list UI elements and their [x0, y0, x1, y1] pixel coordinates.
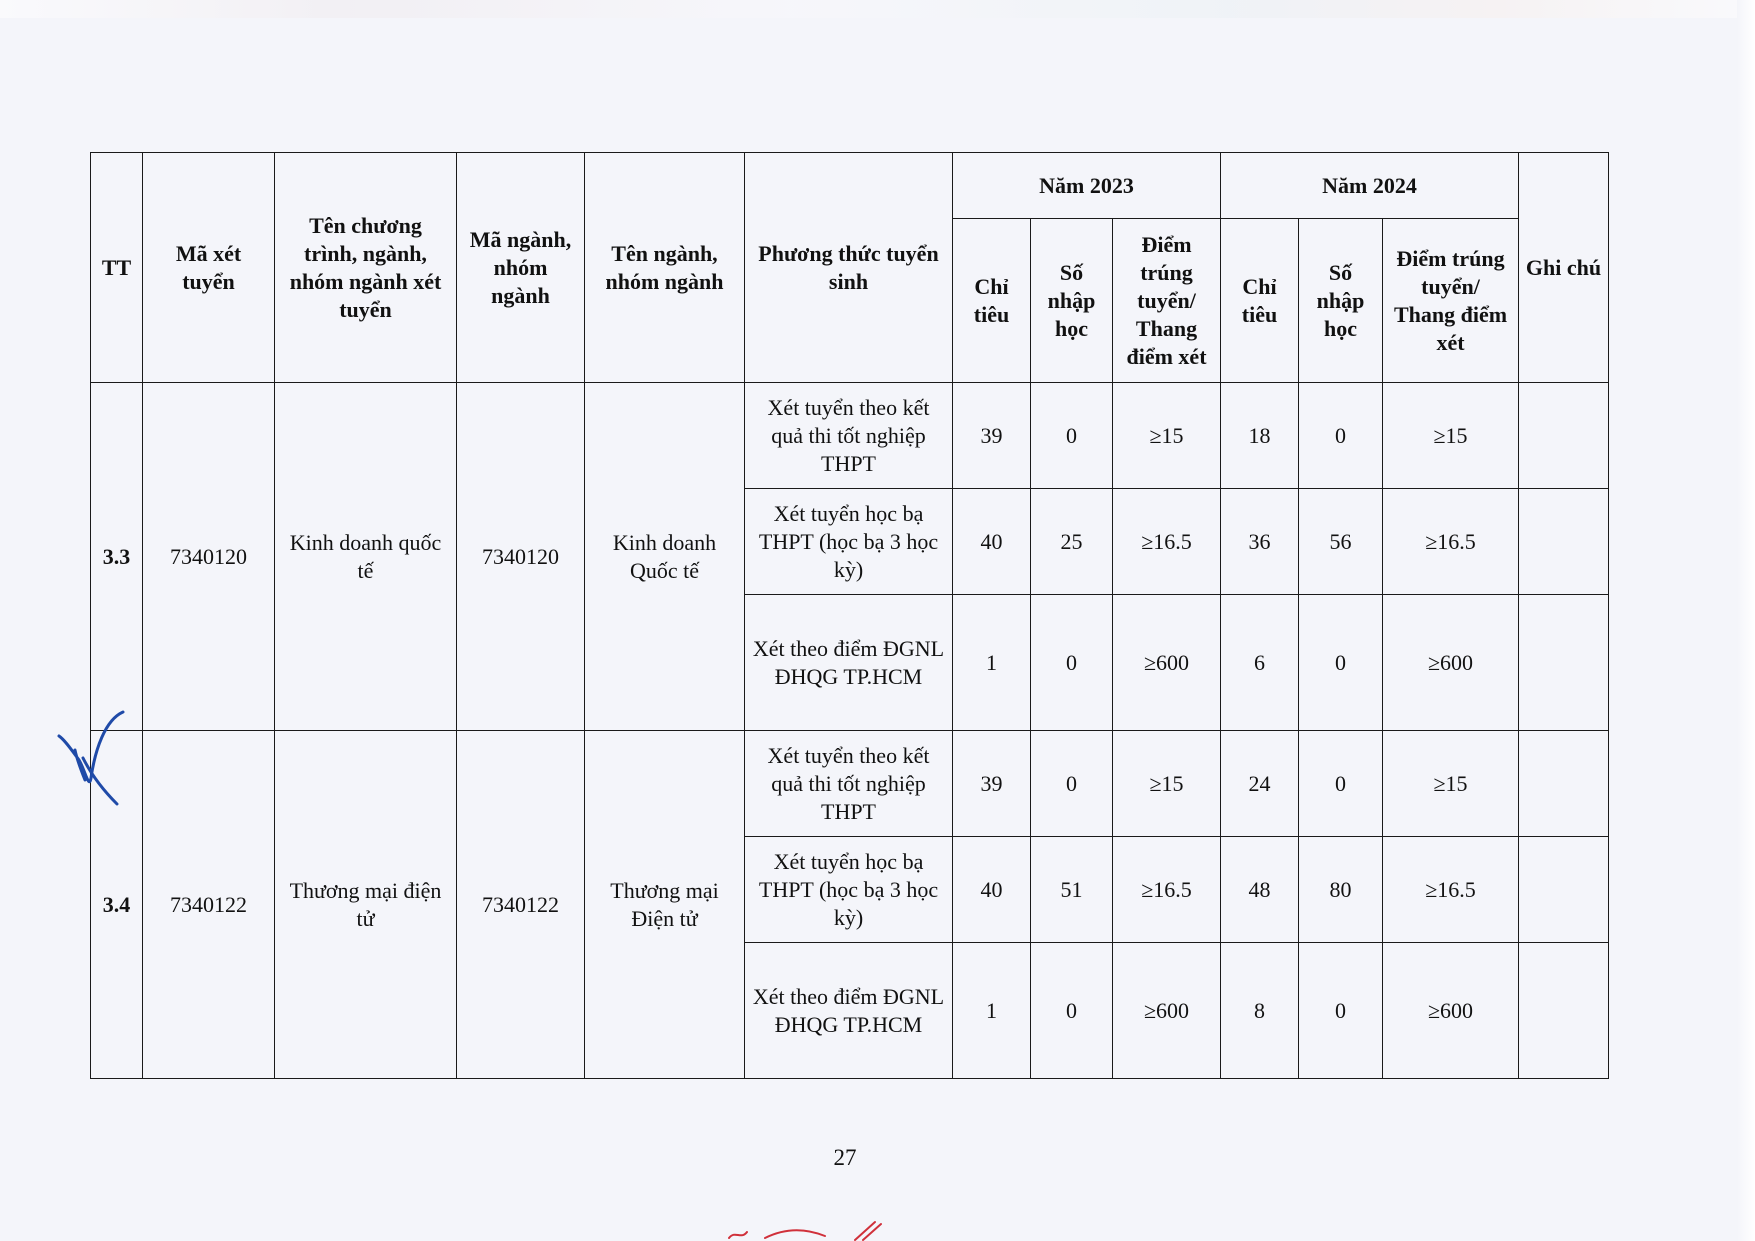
cell-chi-tieu-2024: 24 — [1221, 731, 1299, 837]
cell-so-nhap-hoc-2023: 25 — [1031, 489, 1113, 595]
cell-so-nhap-hoc-2023: 0 — [1031, 943, 1113, 1079]
cell-so-nhap-hoc-2023: 0 — [1031, 731, 1113, 837]
header-so-nhap-hoc-2023: Số nhập học — [1031, 219, 1113, 383]
cell-method: Xét tuyển theo kết quả thi tốt nghiệp THPT — [745, 383, 953, 489]
cell-tt: 3.4 — [91, 731, 143, 1079]
cell-chi-tieu-2023: 39 — [953, 731, 1031, 837]
cell-ghi-chu — [1519, 489, 1609, 595]
cell-ten-nganh: Thương mại Điện tử — [585, 731, 745, 1079]
header-tt: TT — [91, 153, 143, 383]
cell-ghi-chu — [1519, 595, 1609, 731]
cell-diem-2023: ≥16.5 — [1113, 837, 1221, 943]
cell-chi-tieu-2023: 39 — [953, 383, 1031, 489]
cell-ghi-chu — [1519, 731, 1609, 837]
header-diem-2024: Điểm trúng tuyển/ Thang điểm xét — [1383, 219, 1519, 383]
cell-ghi-chu — [1519, 943, 1609, 1079]
cell-ma-xet-tuyen: 7340122 — [143, 731, 275, 1079]
cell-method: Xét theo điểm ĐGNL ĐHQG TP.HCM — [745, 943, 953, 1079]
table-row — [91, 731, 1609, 837]
cell-diem-2023: ≥600 — [1113, 943, 1221, 1079]
cell-ma-nganh: 7340120 — [457, 383, 585, 731]
cell-diem-2024: ≥16.5 — [1383, 837, 1519, 943]
cell-so-nhap-hoc-2024: 80 — [1299, 837, 1383, 943]
cell-ten-chuong-trinh: Kinh doanh quốc tế — [275, 383, 457, 731]
cell-diem-2024: ≥16.5 — [1383, 489, 1519, 595]
cell-ghi-chu — [1519, 383, 1609, 489]
header-nam-2023: Năm 2023 — [953, 153, 1221, 219]
cell-ten-chuong-trinh: Thương mại điện tử — [275, 731, 457, 1079]
cell-diem-2024: ≥600 — [1383, 943, 1519, 1079]
header-chi-tieu-2024: Chỉ tiêu — [1221, 219, 1299, 383]
cell-chi-tieu-2024: 8 — [1221, 943, 1299, 1079]
cell-chi-tieu-2024: 48 — [1221, 837, 1299, 943]
signature-mark — [55, 700, 135, 810]
cell-ma-nganh: 7340122 — [457, 731, 585, 1079]
cell-method: Xét tuyển học bạ THPT (học bạ 3 học kỳ) — [745, 489, 953, 595]
cell-so-nhap-hoc-2023: 0 — [1031, 383, 1113, 489]
stamp-fragment — [725, 1218, 895, 1241]
cell-so-nhap-hoc-2024: 56 — [1299, 489, 1383, 595]
cell-so-nhap-hoc-2023: 51 — [1031, 837, 1113, 943]
header-ten-nganh: Tên ngành, nhóm ngành — [585, 153, 745, 383]
table-row — [91, 383, 1609, 489]
header-ghi-chu: Ghi chú — [1519, 153, 1609, 383]
cell-so-nhap-hoc-2023: 0 — [1031, 595, 1113, 731]
cell-chi-tieu-2024: 6 — [1221, 595, 1299, 731]
table-body — [91, 383, 1609, 1079]
cell-diem-2024: ≥15 — [1383, 731, 1519, 837]
cell-diem-2023: ≥600 — [1113, 595, 1221, 731]
cell-ma-xet-tuyen: 7340120 — [143, 383, 275, 731]
table-header — [91, 153, 1609, 383]
header-chi-tieu-2023: Chỉ tiêu — [953, 219, 1031, 383]
cell-diem-2023: ≥16.5 — [1113, 489, 1221, 595]
admission-table — [90, 152, 1609, 1079]
header-nam-2024: Năm 2024 — [1221, 153, 1519, 219]
page-number: 27 — [833, 1145, 857, 1170]
header-diem-2023: Điểm trúng tuyển/ Thang điểm xét — [1113, 219, 1221, 383]
cell-chi-tieu-2024: 36 — [1221, 489, 1299, 595]
cell-chi-tieu-2023: 1 — [953, 943, 1031, 1079]
header-phuong-thuc: Phương thức tuyển sinh — [745, 153, 953, 383]
cell-method: Xét tuyển theo kết quả thi tốt nghiệp THPT — [745, 731, 953, 837]
cell-diem-2024: ≥15 — [1383, 383, 1519, 489]
cell-chi-tieu-2023: 40 — [953, 837, 1031, 943]
cell-chi-tieu-2023: 40 — [953, 489, 1031, 595]
scan-right-edge — [1737, 0, 1755, 1241]
cell-method: Xét theo điểm ĐGNL ĐHQG TP.HCM — [745, 595, 953, 731]
header-ma-nganh: Mã ngành, nhóm ngành — [457, 153, 585, 383]
cell-so-nhap-hoc-2024: 0 — [1299, 595, 1383, 731]
cell-so-nhap-hoc-2024: 0 — [1299, 943, 1383, 1079]
scan-top-strip — [0, 0, 1755, 18]
cell-ten-nganh: Kinh doanh Quốc tế — [585, 383, 745, 731]
cell-method: Xét tuyển học bạ THPT (học bạ 3 học kỳ) — [745, 837, 953, 943]
cell-tt: 3.3 — [91, 383, 143, 731]
header-ten-chuong-trinh: Tên chương trình, ngành, nhóm ngành xét tuyển — [275, 153, 457, 383]
cell-ghi-chu — [1519, 837, 1609, 943]
cell-so-nhap-hoc-2024: 0 — [1299, 383, 1383, 489]
cell-so-nhap-hoc-2024: 0 — [1299, 731, 1383, 837]
cell-diem-2024: ≥600 — [1383, 595, 1519, 731]
cell-diem-2023: ≥15 — [1113, 731, 1221, 837]
header-ma-xet-tuyen: Mã xét tuyển — [143, 153, 275, 383]
cell-diem-2023: ≥15 — [1113, 383, 1221, 489]
header-so-nhap-hoc-2024: Số nhập học — [1299, 219, 1383, 383]
cell-chi-tieu-2023: 1 — [953, 595, 1031, 731]
cell-chi-tieu-2024: 18 — [1221, 383, 1299, 489]
